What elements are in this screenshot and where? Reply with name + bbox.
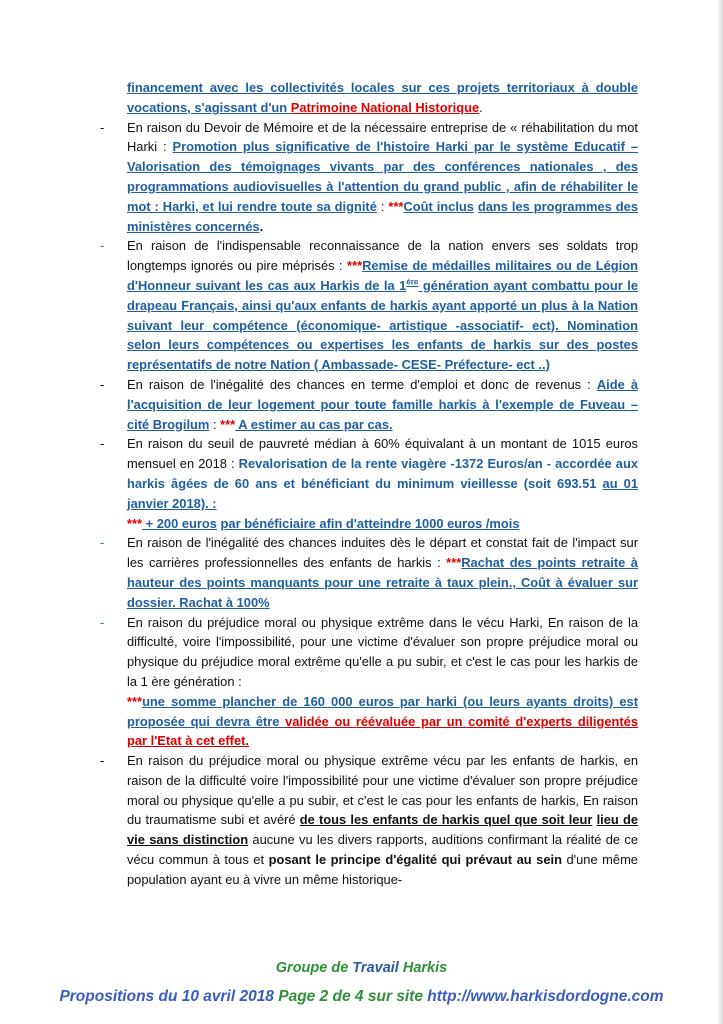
list-item-reconnaissance (100, 236, 638, 375)
item-link: Rachat des points retraite à hauteur des points manquants pour une retraite à taux plein., Coût à évaluer sur dossier. Rachat à 100% (127, 555, 638, 610)
intro-text: financement avec les collectivités locales sur ces projets territoriaux à double vocations, s'agissant d'un (127, 80, 638, 115)
item-text: En raison du préjudice moral ou physique extrême vécu par les enfants de harkis, en raison de la difficulté voire l'impossibilité pour une victime d'évaluer son propre préjudice moral ou physique qu'elle a pu subir, et c'est le cas pour les enfants de harkis, En raison du traumatisme subi et avéré (127, 753, 638, 828)
item-stars: *** (220, 416, 236, 432)
page-edge-shadow (717, 0, 723, 1024)
item-link: au 01 janvier 2018). : (127, 475, 639, 511)
item-link: dans les programmes des ministères concernés (127, 198, 638, 234)
item-link: A estimer au cas par cas. (235, 416, 393, 432)
item-end: . (259, 218, 264, 234)
item-stars: *** (446, 555, 462, 571)
list-item-memoire (100, 118, 638, 237)
item-stars: *** (127, 515, 143, 531)
item-bold: Revalorisation de la rente viagère -1372 Euros/an - accordée aux harkis âgées de 60 ans et bénéficiant du minimum vieillesse (soit 693.51 (127, 456, 638, 491)
footer-group-title (0, 960, 723, 976)
item-underlined: lieu de vie sans distinction (127, 812, 638, 848)
document-body (100, 78, 638, 890)
bullet-dash: - (100, 535, 105, 551)
item-text: En raison de l'inégalité des chances induites dès le départ et constat fait de l'impact sur les carrières professionnelles des enfants de harkis : (127, 535, 638, 571)
item-link: Remise de médailles militaires ou de Légion d'Honneur suivant les cas aux Harkis de la 1 (127, 258, 638, 293)
footer-text: Travail (352, 960, 399, 976)
item-superscript: ère (406, 277, 419, 287)
bullet-dash: - (100, 238, 105, 254)
footer-page-number: Page 2 de 4 sur site (278, 988, 423, 1005)
footer-site-link[interactable]: http://www.harkisdordogne.com (423, 988, 664, 1005)
bullet-dash: - (100, 119, 105, 135)
item-text: : (376, 198, 389, 214)
item-link: une somme plancher de 160 000 euros par harki (ou leurs ayants droits) est proposée qui devra être (127, 693, 638, 729)
item-text: En raison de l'indispensable reconnaissance de la nation envers ses soldats trop longtemps ignorés ou pire méprisés : (127, 238, 638, 274)
intro-highlight: Patrimoine National Historique (290, 99, 480, 115)
footer-text: Groupe de (275, 960, 353, 976)
item-text: aucune vu les divers rapports, auditions confirmant la réalité de ce vécu commun à tous et (127, 832, 638, 868)
list-item-retraite (100, 533, 638, 612)
item-text: En raison du préjudice moral ou physique extrême dans le vécu Harki, En raison de la difficulté, voire l'impossibilité, pour une victime d'évaluer son propre préjudice moral ou physique du préjudice moral extrême qu'elle a pu subir, et c'est le cas pour les harkis de la 1 ère génération : (127, 614, 638, 689)
footer-page-info (0, 988, 723, 1006)
list-item-pauvrete (100, 434, 638, 533)
list-item-logement (100, 375, 638, 434)
intro-end: . (479, 99, 483, 115)
item-stars: *** (347, 258, 363, 274)
item-text: d'une même population ayant eu à vivre un même historique- (127, 852, 638, 887)
footer-text: Harkis (398, 960, 448, 976)
list-item-prejudice-enfants (100, 751, 638, 890)
footer-text: Propositions du 10 avril 2018 (59, 988, 279, 1005)
bullet-dash: - (100, 436, 105, 452)
item-text: En raison du Devoir de Mémoire et de la nécessaire entreprise de « réhabilitation du mot Harki : (127, 119, 638, 155)
item-link: Coût inclus (403, 198, 474, 214)
item-underlined: de tous les enfants de harkis quel que soit leur (299, 812, 593, 828)
item-link: Aide à l'acquisition de leur logement pour toute famille harkis à l'exemple de Fuveau – cité Brogilum (127, 376, 638, 432)
item-link: Promotion plus significative de l'histoire Harki par le système Educatif – Valorisation des témoignages vivants par des conférences nationales , des programmations audiovisuelles à l'attention du grand public , afin de réhabiliter le mot : Harki, et lui rendre toute sa dignité (127, 139, 638, 214)
bullet-dash: - (100, 753, 105, 769)
bullet-dash: - (100, 376, 105, 392)
item-text: En raison de l'inégalité des chances en terme d'emploi et donc de revenus : (127, 376, 597, 392)
item-link: par bénéficiaire afin d'atteindre 1000 euros /mois (220, 515, 520, 531)
item-text: En raison du seuil de pauvreté médian à 60% équivalant à un montant de 1015 euros mensuel en 2018 : (127, 436, 638, 472)
item-link: génération ayant combattu pour le drapeau Français, ainsi qu'aux enfants de harkis ayant apporté un plus à la Nation suivant leur compétence (économique- artistique -associatif- ect). Nomination selon leurs compétences ou expertises les enfants de harkis sur des postes représentatifs de notre Nation ( Ambassade- CESE- Préfecture- ect ..) (127, 277, 639, 373)
item-link: + 200 euros (142, 515, 217, 531)
item-highlight: validée ou réévaluée par un comité d'experts diligentés par l'Etat à cet effet. (127, 713, 638, 749)
item-stars: *** (388, 198, 404, 214)
item-text: : (209, 416, 221, 432)
item-bold: posant le principe d'égalité qui prévaut au sein (268, 852, 562, 868)
intro-paragraph (100, 78, 638, 118)
bullet-dash: - (100, 614, 105, 630)
item-stars: *** (127, 693, 143, 709)
list-item-prejudice-harkis (100, 613, 638, 752)
